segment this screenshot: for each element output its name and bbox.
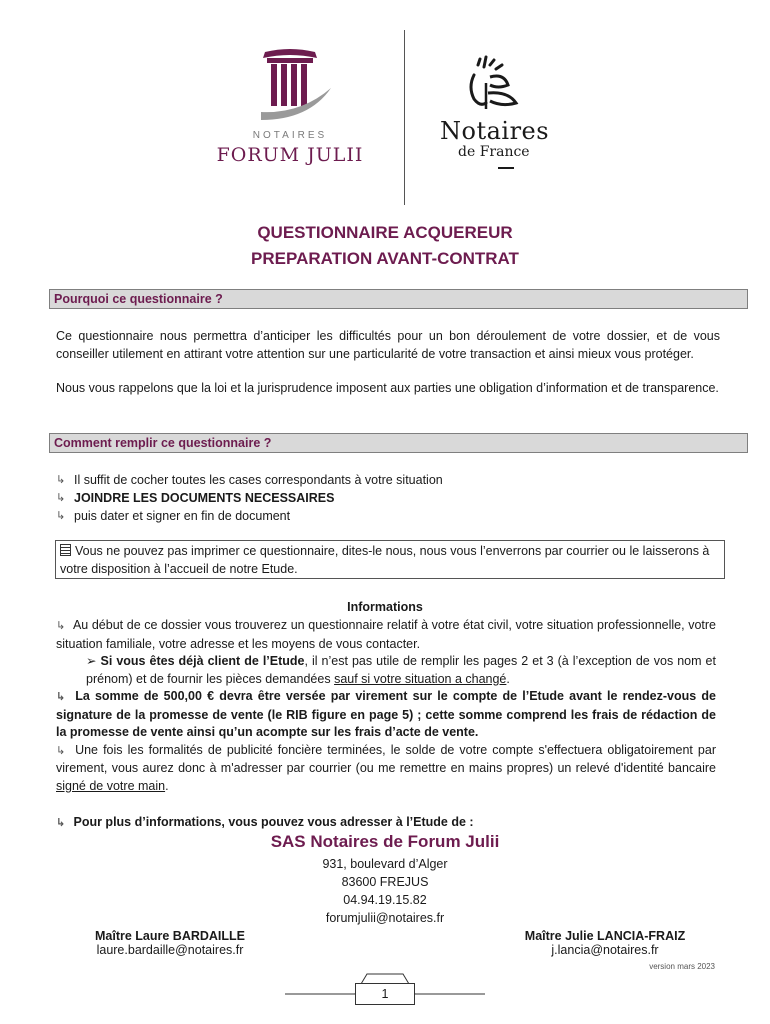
contact-lead [56,815,474,829]
logo-notaires-text: Notaires [440,117,550,145]
signatory-left-email[interactable]: laure.bardaille@notaires.fr [96,943,244,957]
column-logo-icon [205,42,375,132]
info-text: La somme de 500,00 € devra être versée par virement sur le compte de l’Etude avant le rendez-vous de signature de la promesse de vente (le RIB figure en page 5) ; cette somme comprend les frais de rédaction de la promesse de vente ainsi qu’un acompte sur les frais d’acte de vente. [56,689,716,739]
list-item [56,507,716,525]
forum-julii-logo [205,42,375,177]
triangle-bullet-icon: ➢ [86,654,97,668]
company-address: 931, boulevard d’Alger [322,857,448,871]
document-icon [60,544,71,556]
section-heading-why: Pourquoi ce questionnaire ? [49,289,748,309]
logo-underline [498,167,514,169]
info-text: Une fois les formalités de publicité foncière terminées, le solde de votre compte s'effectuera obligatoirement par virement, vous aurez donc à m'adresser par courrier (ou me remettre en mains propres) un relevé d'identité bancaire [56,742,716,775]
informations-body [56,617,716,795]
version-label: version mars 2023 [649,962,715,971]
contact-lead-text: Pour plus d’informations, vous pouvez vous adresser à l’Etude de : [73,815,474,829]
document-subtitle: PREPARATION AVANT-CONTRAT [251,249,519,268]
logo-de-france-text: de France [458,144,530,160]
signatory-right-email[interactable]: j.lancia@notaires.fr [551,943,659,957]
info-paragraph-1 [56,617,716,653]
info-text: Au début de ce dossier vous trouverez un questionnaire relatif à votre état civil, votre situation professionnelle, votre situation familiale, votre adresse et les moyens de vous contacter. [56,618,716,651]
section-heading-how: Comment remplir ce questionnaire ? [49,433,748,453]
logo-big-text: FORUM JULII [216,144,364,166]
instruction-text: JOINDRE LES DOCUMENTS NECESSAIRES [74,491,335,505]
marianne-logo-icon [428,55,578,117]
page-number: 1 [355,983,415,1005]
why-paragraph-1: Ce questionnaire nous permettra d’anticiper les difficultés pour un bon déroulement de votre dossier, et de vous conseiller utilement en attirant votre attention sur une particularité de votre transaction et ainsi mieux vous protéger. [56,329,720,361]
instructions-list [56,471,716,525]
signatory-left-name: Maître Laure BARDAILLE [94,929,246,943]
document-title: QUESTIONNAIRE ACQUEREUR [257,223,513,242]
hook-arrow-icon: ↳ [56,474,66,486]
info-text: . [165,778,169,793]
hook-arrow-icon: ↳ [56,620,66,632]
info-paragraph-3 [56,688,716,742]
logo-divider [404,30,405,205]
print-notice-text: Vous ne pouvez pas imprimer ce questionnaire, dites-le nous, nous vous l’enverrons par courrier ou le laisserons à votre disposition à l’accueil de notre Etude. [60,544,710,576]
instruction-text: Il suffit de cocher toutes les cases correspondants à votre situation [74,473,443,487]
hook-arrow-icon: ↳ [56,744,66,757]
hook-arrow-icon: ↳ [56,691,66,703]
hook-arrow-icon: ↳ [56,492,66,504]
signatory-right-name: Maître Julie LANCIA-FRAIZ [524,929,686,943]
print-notice-box [55,540,725,579]
info-text: . [506,671,510,686]
info-underlined-text: sauf si votre situation a changé [334,671,507,686]
why-paragraph-2: Nous vous rappelons que la loi et la jurisprudence imposent aux parties une obligation d’information et de transparence. [56,381,719,395]
signatory-left [70,929,270,957]
informations-heading: Informations [347,600,423,614]
notaires-de-france-logo [428,55,578,180]
list-item [56,489,716,507]
list-item [56,471,716,489]
logo-small-text: NOTAIRES [252,130,328,141]
company-phone: 04.94.19.15.82 [343,893,427,907]
company-name: SAS Notaires de Forum Julii [270,832,500,851]
instruction-text: puis dater et signer en fin de document [74,509,291,523]
info-underlined-text: signé de votre main [56,778,166,793]
company-email[interactable]: forumjulii@notaires.fr [325,911,445,925]
info-paragraph-2 [56,653,716,688]
company-city: 83600 FREJUS [341,875,429,889]
info-paragraph-4 [56,742,716,796]
hook-arrow-icon: ↳ [56,817,66,829]
info-text: , il n’est pas utile de remplir les pages 2 et 3 (à l’exception de vos nom et prénom) et de fournir les pièces demandées [86,654,716,686]
hook-arrow-icon: ↳ [56,510,66,522]
info-bold-text: Si vous êtes déjà client de l’Etude [100,654,305,668]
signatory-right [505,929,705,957]
